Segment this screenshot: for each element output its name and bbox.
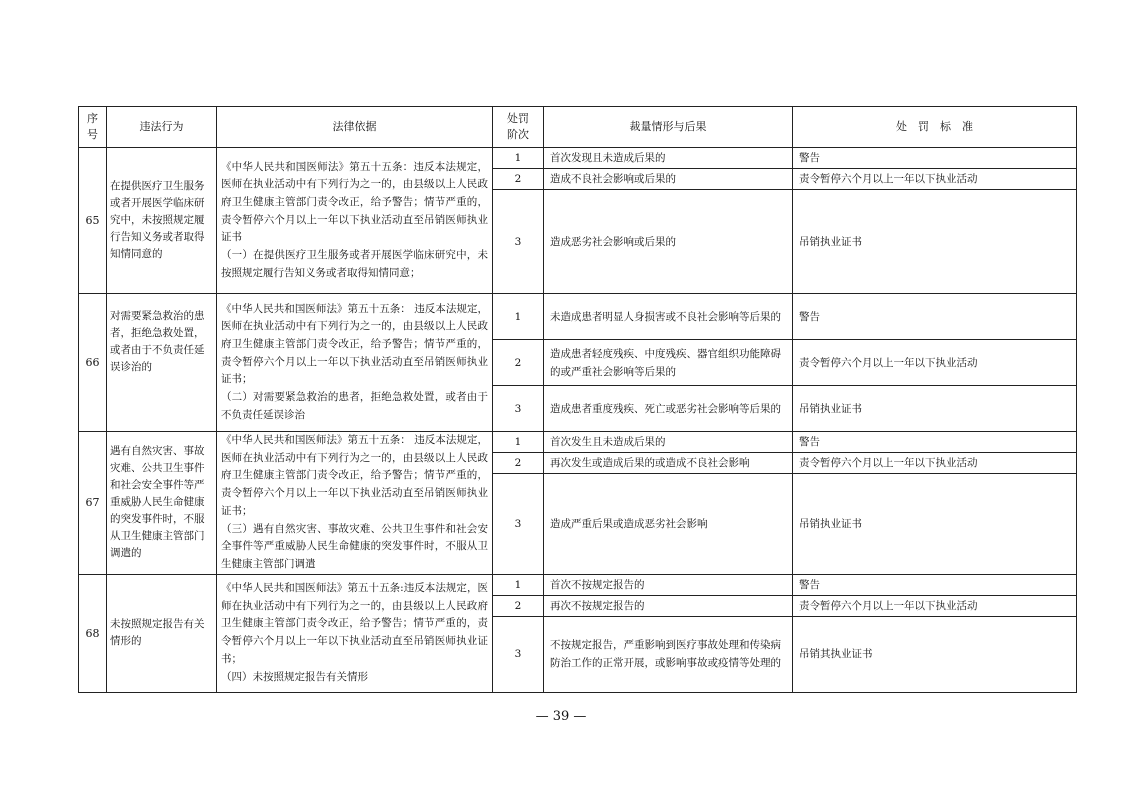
stage-standard: 责令暂停六个月以上一年以下执业活动 xyxy=(793,595,1077,616)
stage-standard: 责令暂停六个月以上一年以下执业活动 xyxy=(793,169,1077,190)
stage-condition: 造成患者重度残疾、死亡或恶劣社会影响等后果的 xyxy=(544,386,793,432)
stage-condition: 造成严重后果或造成恶劣社会影响 xyxy=(544,474,793,574)
stage-number: 3 xyxy=(493,474,544,574)
row-violation: 未按照规定报告有关情形的 xyxy=(107,574,217,692)
stage-number: 2 xyxy=(493,595,544,616)
stage-condition: 未造成患者明显人身损害或不良社会影响等后果的 xyxy=(544,294,793,340)
stage-condition: 造成恶劣社会影响或后果的 xyxy=(544,190,793,294)
row-serial-number: 66 xyxy=(79,294,107,432)
stage-standard: 吊销执业证书 xyxy=(793,474,1077,574)
penalty-table-container xyxy=(78,106,1076,693)
stage-condition: 不按规定报告，严重影响到医疗事故处理和传染病防治工作的正常开展，或影响事故或疫情等处理的 xyxy=(544,616,793,692)
row-serial-number: 68 xyxy=(79,574,107,692)
page-number: — 39 — xyxy=(535,709,587,724)
row-violation: 对需要紧急救治的患者，拒绝急救处置，或者由于不负责任延误诊治的 xyxy=(107,294,217,432)
stage-standard: 吊销执业证书 xyxy=(793,190,1077,294)
stage-number: 3 xyxy=(493,190,544,294)
header-penalty-stage: 处罚 阶次 xyxy=(493,107,544,148)
stage-condition: 造成不良社会影响或后果的 xyxy=(544,169,793,190)
stage-standard: 责令暂停六个月以上一年以下执业活动 xyxy=(793,340,1077,386)
row-serial-number: 67 xyxy=(79,432,107,575)
header-legal-basis: 法律依据 xyxy=(217,107,493,148)
stage-condition: 首次发生且未造成后果的 xyxy=(544,432,793,453)
stage-number: 1 xyxy=(493,294,544,340)
header-penalty-standard: 处 罚 标 准 xyxy=(793,107,1077,148)
stage-number: 2 xyxy=(493,169,544,190)
stage-standard: 警告 xyxy=(793,294,1077,340)
penalty-table xyxy=(78,106,1077,693)
stage-number: 1 xyxy=(493,432,544,453)
header-discretion-condition: 裁量情形与后果 xyxy=(544,107,793,148)
stage-standard: 吊销执业证书 xyxy=(793,386,1077,432)
table-row xyxy=(79,294,1077,340)
row-legal-basis: 《中华人民共和国医师法》第五十五条： 违反本法规定，医师在执业活动中有下列行为之一的，由县级以上人民政府卫生健康主管部门责令改正，给予警告；情节严重的，责令暂停六个月以上一年以下执业活动直至吊销医师执业证书； （三）遇有自然灾害、事故灾难、公共卫生事件和社会安全事件等严重威胁人民生命健康的突发事件时，不服从卫生健康主管部门调遣 xyxy=(217,432,493,575)
stage-standard: 警告 xyxy=(793,574,1077,595)
row-legal-basis: 《中华人民共和国医师法》第五十五条:违反本法规定，医师在执业活动中有下列行为之一的，由县级以上人民政府卫生健康主管部门责令改正，给予警告；情节严重的，责令暂停六个月以上一年以下执业活动直至吊销医师执业证书； （四）未按照规定报告有关情形 xyxy=(217,574,493,692)
row-violation: 在提供医疗卫生服务或者开展医学临床研究中，未按照规定履行告知义务或者取得知情同意的 xyxy=(107,148,217,294)
stage-standard: 吊销其执业证书 xyxy=(793,616,1077,692)
header-serial-number: 序 号 xyxy=(79,107,107,148)
row-serial-number: 65 xyxy=(79,148,107,294)
row-violation: 遇有自然灾害、事故灾难、公共卫生事件和社会安全事件等严重威胁人民生命健康的突发事件时，不服从卫生健康主管部门调遣的 xyxy=(107,432,217,575)
stage-condition: 再次发生或造成后果的或造成不良社会影响 xyxy=(544,453,793,474)
stage-condition: 首次不按规定报告的 xyxy=(544,574,793,595)
stage-standard: 责令暂停六个月以上一年以下执业活动 xyxy=(793,453,1077,474)
stage-number: 1 xyxy=(493,574,544,595)
stage-number: 2 xyxy=(493,340,544,386)
stage-number: 2 xyxy=(493,453,544,474)
stage-number: 3 xyxy=(493,386,544,432)
table-row xyxy=(79,148,1077,169)
stage-condition: 首次发现且未造成后果的 xyxy=(544,148,793,169)
table-header-row xyxy=(79,107,1077,148)
stage-condition: 造成患者轻度残疾、中度残疾、器官组织功能障碍的或严重社会影响等后果的 xyxy=(544,340,793,386)
stage-condition: 再次不按规定报告的 xyxy=(544,595,793,616)
row-legal-basis: 《中华人民共和国医师法》第五十五条： 违反本法规定，医师在执业活动中有下列行为之一的，由县级以上人民政府卫生健康主管部门责令改正，给予警告；情节严重的，责令暂停六个月以上一年以下执业活动直至吊销医师执业证书； （二）对需要紧急救治的患者，拒绝急救处置，或者由于不负责任延误诊治 xyxy=(217,294,493,432)
table-row xyxy=(79,574,1077,595)
stage-number: 1 xyxy=(493,148,544,169)
stage-standard: 警告 xyxy=(793,148,1077,169)
stage-standard: 警告 xyxy=(793,432,1077,453)
stage-number: 3 xyxy=(493,616,544,692)
row-legal-basis: 《中华人民共和国医师法》第五十五条：违反本法规定，医师在执业活动中有下列行为之一的，由县级以上人民政府卫生健康主管部门责令改正，给予警告；情节严重的，责令暂停六个月以上一年以下执业活动直至吊销医师执业证书 （一）在提供医疗卫生服务或者开展医学临床研究中，未按照规定履行告知义务或者取得知情同意； xyxy=(217,148,493,294)
header-violation: 违法行为 xyxy=(107,107,217,148)
table-row xyxy=(79,432,1077,453)
